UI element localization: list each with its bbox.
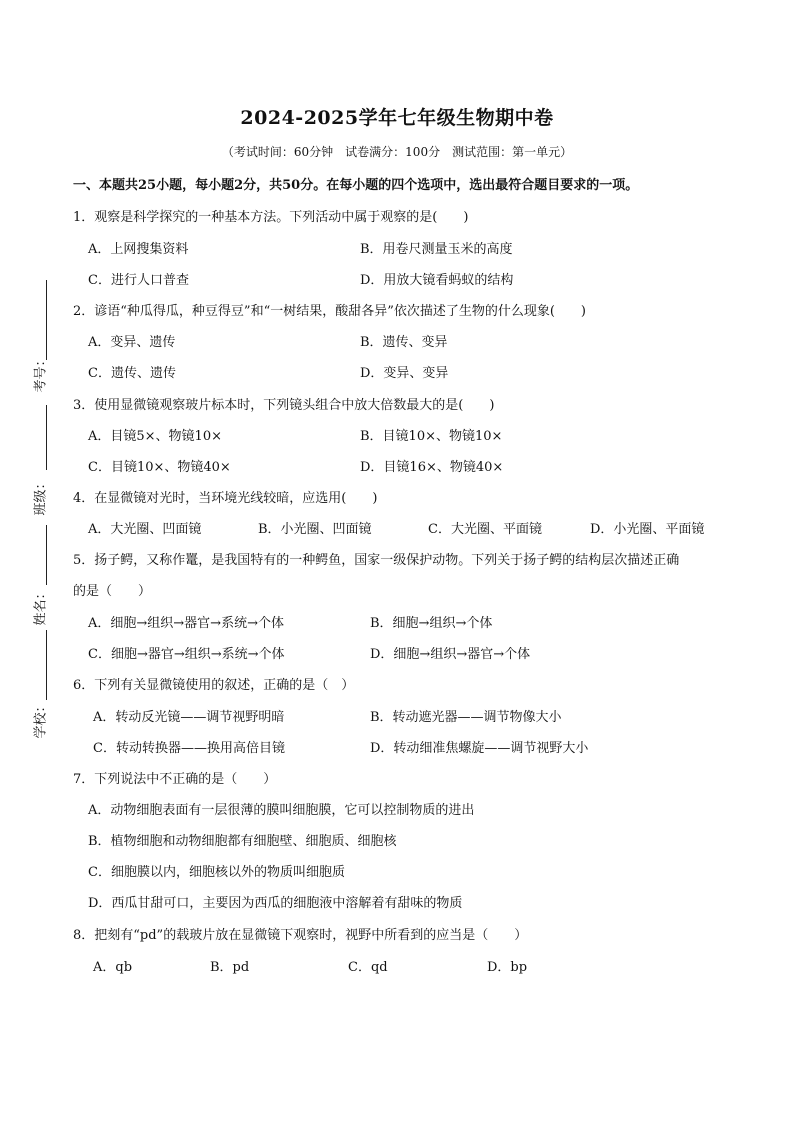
question-5-stem: 5．扬子鳄，又称作鼍，是我国特有的一种鳄鱼，国家一级保护动物。下列关于扬子鳄的结构层次描述正确 [73, 553, 680, 568]
question-6-stem: 6．下列有关显微镜使用的叙述，正确的是（ ） [73, 678, 355, 693]
question-4-option-a[interactable]: A．大光圈、凹面镜 [88, 522, 202, 537]
question-7-option-c[interactable]: C．细胞膜以内，细胞核以外的物质叫细胞质 [88, 865, 345, 880]
question-8-option-a[interactable]: A．qb [93, 960, 133, 975]
question-3-option-a[interactable]: A．目镜5×、物镜10× [88, 429, 222, 444]
question-3-option-d[interactable]: D．目镜16×、物镜40× [360, 460, 504, 475]
question-1-option-c[interactable]: C．进行人口普查 [88, 273, 189, 288]
question-5-option-c[interactable]: C．细胞→器官→组织→系统→个体 [88, 647, 285, 662]
section-heading: 一、本题共25小题，每小题2分，共50分。在每小题的四个选项中，选出最符合题目要求的一项。 [73, 178, 639, 193]
exam-no-label: 考号： [33, 353, 49, 393]
question-7-option-a[interactable]: A．动物细胞表面有一层很薄的膜叫细胞膜，它可以控制物质的进出 [88, 803, 475, 818]
question-8-option-d[interactable]: D．bp [487, 960, 528, 975]
question-5-stem-continued: 的是（ ） [73, 584, 152, 599]
binding-margin [28, 280, 68, 740]
question-2-stem: 2．谚语“种瓜得瓜，种豆得豆”和“一树结果，酸甜各异”依次描述了生物的什么现象( ) [73, 304, 586, 319]
question-6-option-d[interactable]: D．转动细准焦螺旋——调节视野大小 [370, 741, 589, 756]
question-3-option-c[interactable]: C．目镜10×、物镜40× [88, 460, 231, 475]
question-2-option-b[interactable]: B．遗传、变异 [360, 335, 448, 350]
school-label: 学校： [33, 699, 49, 739]
question-1-stem: 1．观察是科学探究的一种基本方法。下列活动中属于观察的是( ) [73, 210, 469, 225]
question-5-option-b[interactable]: B．细胞→组织→个体 [370, 616, 493, 631]
question-8-option-c[interactable]: C．qd [348, 960, 388, 975]
question-5-option-d[interactable]: D．细胞→组织→器官→个体 [370, 647, 531, 662]
question-7-option-d[interactable]: D．西瓜甘甜可口，主要因为西瓜的细胞液中溶解着有甜味的物质 [88, 896, 463, 911]
binding-line-school [46, 630, 47, 700]
question-8-stem: 8．把刻有“pd”的载玻片放在显微镜下观察时，视野中所看到的应当是（ ） [73, 928, 528, 943]
exam-title: 2024-2025学年七年级生物期中卷 [240, 107, 554, 129]
question-7-stem: 7．下列说法中不正确的是（ ） [73, 772, 277, 787]
question-8-option-b[interactable]: B．pd [210, 960, 250, 975]
question-1-option-a[interactable]: A．上网搜集资料 [88, 242, 189, 257]
question-1-option-d[interactable]: D．用放大镜看蚂蚁的结构 [360, 273, 514, 288]
question-3-option-b[interactable]: B．目镜10×、物镜10× [360, 429, 503, 444]
binding-line-exam-no [46, 280, 47, 360]
exam-subtitle: （考试时间：60分钟 试卷满分：100分 测试范围：第一单元） [221, 145, 573, 159]
binding-line-class [46, 405, 47, 470]
question-5-option-a[interactable]: A．细胞→组织→器官→系统→个体 [88, 616, 284, 631]
question-4-option-d[interactable]: D．小光圈、平面镜 [590, 522, 705, 537]
question-4-stem: 4．在显微镜对光时，当环境光线较暗，应选用( ) [73, 491, 378, 506]
question-3-stem: 3．使用显微镜观察玻片标本时，下列镜头组合中放大倍数最大的是( ) [73, 398, 495, 413]
question-6-option-c[interactable]: C．转动转换器——换用高倍目镜 [93, 741, 285, 756]
name-label: 姓名： [33, 586, 49, 626]
binding-line-name [46, 525, 47, 585]
question-7-option-b[interactable]: B．植物细胞和动物细胞都有细胞壁、细胞质、细胞核 [88, 834, 397, 849]
question-6-option-a[interactable]: A．转动反光镜——调节视野明暗 [93, 710, 285, 725]
class-label: 班级： [33, 476, 49, 516]
question-2-option-d[interactable]: D．变异、变异 [360, 366, 449, 381]
question-2-option-c[interactable]: C．遗传、遗传 [88, 366, 176, 381]
question-4-option-b[interactable]: B．小光圈、凹面镜 [258, 522, 372, 537]
question-6-option-b[interactable]: B．转动遮光器——调节物像大小 [370, 710, 562, 725]
question-1-option-b[interactable]: B．用卷尺测量玉米的高度 [360, 242, 513, 257]
question-2-option-a[interactable]: A．变异、遗传 [88, 335, 176, 350]
question-4-option-c[interactable]: C．大光圈、平面镜 [428, 522, 542, 537]
